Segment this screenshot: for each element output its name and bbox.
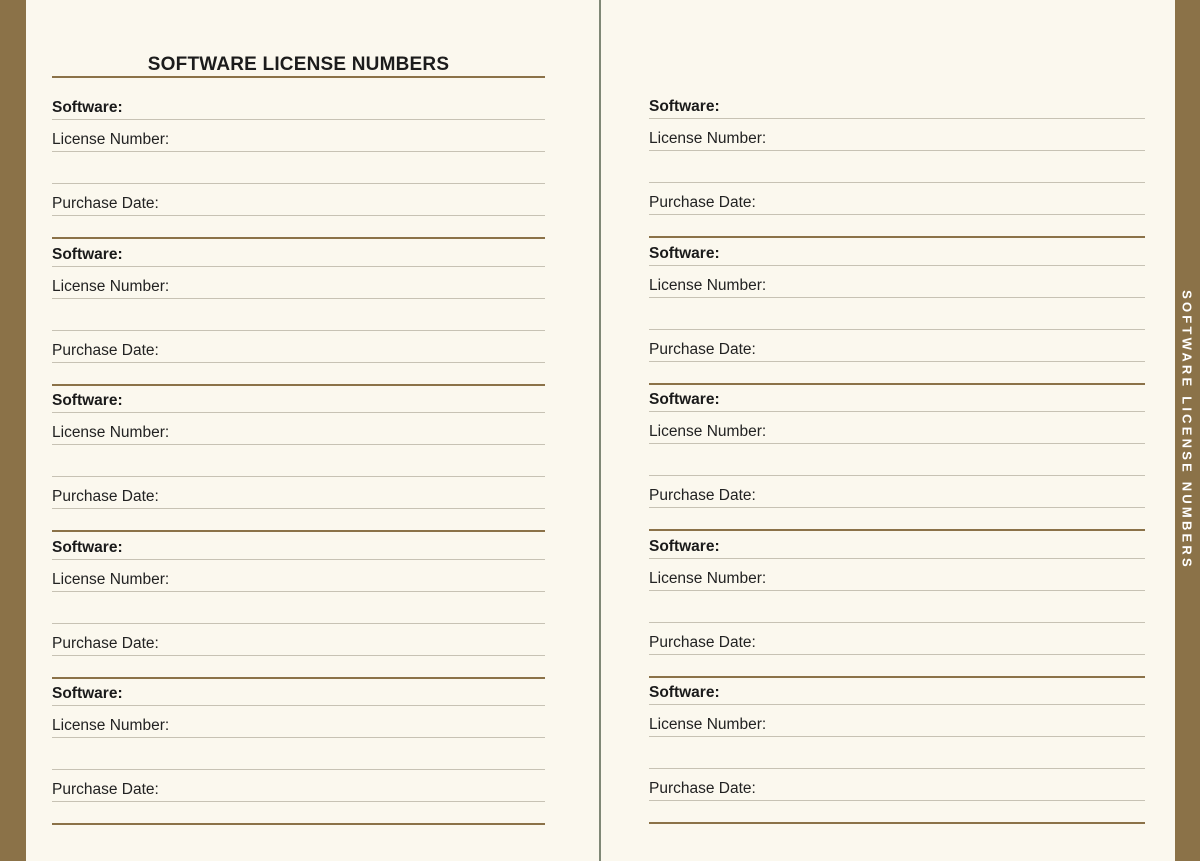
license-label: License Number:: [649, 276, 767, 294]
purchase-date-field[interactable]: [52, 184, 545, 216]
writing-line: [52, 801, 545, 802]
license-label: License Number:: [649, 423, 767, 440]
software-label: Software:: [649, 391, 720, 408]
software-field[interactable]: [52, 235, 545, 267]
purchase-date-field[interactable]: [52, 770, 545, 802]
software-label: Software:: [52, 99, 123, 116]
license-number-field[interactable]: [52, 413, 545, 445]
license-number-continuation-line[interactable]: [52, 299, 545, 331]
software-field[interactable]: [52, 381, 545, 413]
software-field[interactable]: [649, 380, 1145, 412]
license-number-field[interactable]: [649, 412, 1145, 444]
entry-block: [52, 528, 545, 675]
purchase-date-field[interactable]: [52, 477, 545, 509]
purchase-label: Purchase Date:: [649, 780, 756, 797]
purchase-date-field[interactable]: [649, 623, 1145, 655]
entry-block: [52, 381, 545, 528]
software-label: Software:: [52, 392, 123, 409]
entry-block: [649, 380, 1145, 527]
purchase-label: Purchase Date:: [52, 341, 159, 359]
writing-line: [52, 655, 545, 656]
writing-line: [52, 362, 545, 363]
license-number-field[interactable]: [52, 560, 545, 592]
purchase-date-field[interactable]: [649, 330, 1145, 362]
writing-line: [52, 508, 545, 509]
license-label: License Number:: [52, 570, 170, 588]
software-field[interactable]: [649, 234, 1145, 266]
entry-block: [52, 674, 545, 821]
software-label: Software:: [649, 684, 720, 701]
purchase-date-field[interactable]: [649, 183, 1145, 215]
entry-divider-rule: [649, 822, 1145, 824]
license-number-field[interactable]: [52, 267, 545, 299]
software-label: Software:: [52, 685, 123, 702]
writing-line: [649, 507, 1145, 508]
license-label: License Number:: [52, 277, 170, 295]
license-label: License Number:: [649, 569, 767, 587]
purchase-label: Purchase Date:: [52, 488, 159, 505]
software-field[interactable]: [52, 674, 545, 706]
license-label: License Number:: [649, 716, 767, 733]
entry-block: [649, 527, 1145, 674]
license-number-field[interactable]: [52, 120, 545, 152]
purchase-label: Purchase Date:: [52, 781, 159, 798]
entry-block: [649, 87, 1145, 234]
purchase-label: Purchase Date:: [649, 340, 756, 358]
writing-line: [649, 800, 1145, 801]
license-number-continuation-line[interactable]: [52, 152, 545, 184]
license-number-field[interactable]: [649, 705, 1145, 737]
writing-line: [649, 361, 1145, 362]
purchase-label: Purchase Date:: [52, 195, 159, 212]
left-page: [26, 0, 599, 861]
software-field[interactable]: [649, 87, 1145, 119]
software-field[interactable]: [649, 673, 1145, 705]
purchase-date-field[interactable]: [52, 331, 545, 363]
license-number-continuation-line[interactable]: [649, 737, 1145, 769]
purchase-label: Purchase Date:: [649, 194, 756, 211]
entry-block: [52, 88, 545, 235]
side-tab-label: SOFTWARE LICENSE NUMBERS: [1179, 290, 1195, 570]
entry-divider-rule: [52, 823, 545, 825]
purchase-date-field[interactable]: [649, 769, 1145, 801]
license-label: License Number:: [52, 131, 170, 148]
license-number-continuation-line[interactable]: [52, 592, 545, 624]
license-number-field[interactable]: [52, 706, 545, 738]
software-label: Software:: [649, 98, 720, 115]
purchase-date-field[interactable]: [649, 476, 1145, 508]
license-number-continuation-line[interactable]: [649, 151, 1145, 183]
software-label: Software:: [52, 245, 123, 263]
software-field[interactable]: [649, 527, 1145, 559]
license-label: License Number:: [649, 130, 767, 147]
license-number-field[interactable]: [649, 559, 1145, 591]
writing-line: [52, 215, 545, 216]
license-label: License Number:: [52, 717, 170, 734]
software-label: Software:: [52, 538, 123, 556]
license-number-continuation-line[interactable]: [649, 298, 1145, 330]
writing-line: [649, 214, 1145, 215]
entry-block: [649, 234, 1145, 381]
purchase-label: Purchase Date:: [52, 634, 159, 652]
license-number-continuation-line[interactable]: [52, 445, 545, 477]
software-field[interactable]: [52, 88, 545, 120]
license-label: License Number:: [52, 424, 170, 441]
purchase-label: Purchase Date:: [649, 487, 756, 504]
entry-block: [52, 235, 545, 382]
page-title: SOFTWARE LICENSE NUMBERS: [147, 54, 450, 75]
purchase-date-field[interactable]: [52, 624, 545, 656]
side-tab: [1175, 0, 1200, 861]
purchase-label: Purchase Date:: [649, 633, 756, 651]
title-rule: [52, 76, 545, 78]
software-label: Software:: [649, 537, 720, 555]
software-label: Software:: [649, 244, 720, 262]
license-number-continuation-line[interactable]: [649, 444, 1145, 476]
license-number-field[interactable]: [649, 266, 1145, 298]
writing-line: [649, 654, 1145, 655]
license-number-field[interactable]: [649, 119, 1145, 151]
license-number-continuation-line[interactable]: [52, 738, 545, 770]
software-field[interactable]: [52, 528, 545, 560]
right-page: [601, 0, 1175, 861]
license-number-continuation-line[interactable]: [649, 591, 1145, 623]
entry-block: [649, 673, 1145, 820]
